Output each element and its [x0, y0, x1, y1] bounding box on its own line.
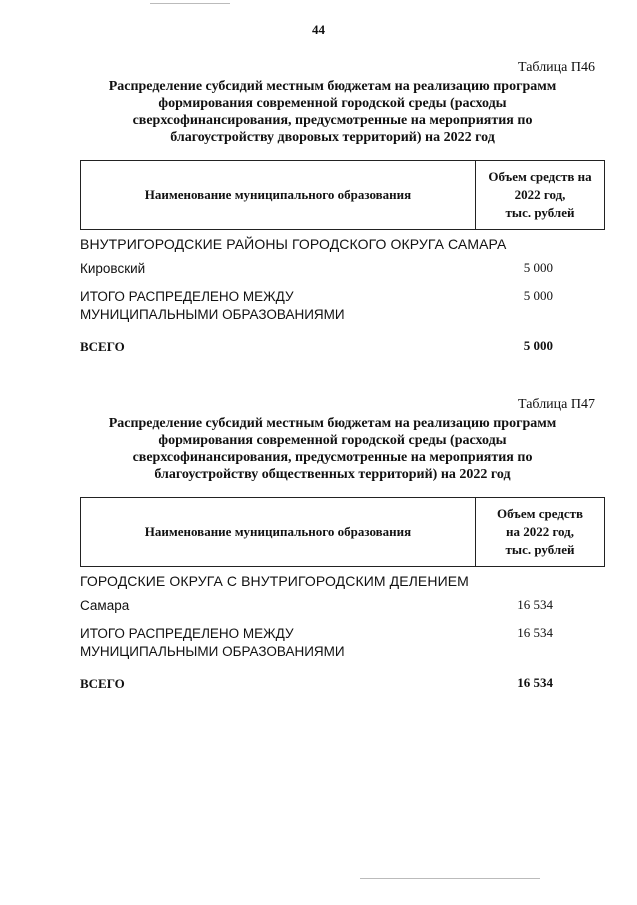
- header-volume-line: тыс. рублей: [505, 542, 575, 557]
- header-name: Наименование муниципального образования: [81, 498, 476, 566]
- caption-line: формирования современной городской среды (расходы: [158, 96, 507, 111]
- row-name: Кировский: [80, 261, 146, 276]
- table-number: Таблица П47: [518, 397, 595, 412]
- group-title: ВНУТРИГОРОДСКИЕ РАЙОНЫ ГОРОДСКОГО ОКРУГА САМАРА: [80, 236, 507, 252]
- row-name-line: МУНИЦИПАЛЬНЫМИ ОБРАЗОВАНИЯМИ: [80, 644, 345, 659]
- caption-line: сверхсофинансирования, предусмотренные на мероприятия по: [132, 113, 533, 128]
- table-number: Таблица П46: [518, 60, 595, 75]
- caption-line: благоустройству общественных территорий) на 2022 год: [154, 467, 511, 482]
- caption-line: формирования современной городской среды (расходы: [158, 433, 507, 448]
- group-title: ГОРОДСКИЕ ОКРУГА С ВНУТРИГОРОДСКИМ ДЕЛЕНИЕМ: [80, 573, 469, 589]
- table-header: [80, 160, 605, 230]
- total-row: [80, 675, 605, 693]
- table-row: [80, 288, 605, 324]
- total-row: [80, 338, 605, 356]
- table-row: [80, 625, 605, 661]
- table-header: [80, 497, 605, 567]
- header-name: Наименование муниципального образования: [81, 161, 476, 229]
- header-volume-line: тыс. рублей: [505, 205, 575, 220]
- page-number: 44: [312, 22, 325, 37]
- total-value: 16 534: [517, 675, 553, 690]
- row-value: 5 000: [523, 260, 553, 275]
- row-value: 16 534: [517, 625, 553, 640]
- table-p46: [80, 60, 605, 366]
- table-row: [80, 260, 605, 278]
- caption-line: сверхсофинансирования, предусмотренные на мероприятия по: [132, 450, 533, 465]
- total-value: 5 000: [523, 338, 553, 353]
- total-label: ВСЕГО: [80, 676, 125, 691]
- row-name-line: МУНИЦИПАЛЬНЫМИ ОБРАЗОВАНИЯМИ: [80, 307, 345, 322]
- total-label: ВСЕГО: [80, 339, 125, 354]
- header-volume: [476, 498, 604, 566]
- table-caption: [80, 415, 605, 483]
- header-volume-line: Объем средств на: [488, 169, 592, 184]
- caption-line: благоустройству дворовых территорий) на 2022 год: [170, 130, 495, 145]
- header-volume-line: на 2022 год,: [505, 524, 575, 539]
- row-name: Самара: [80, 598, 130, 613]
- scan-artifact: [150, 3, 230, 4]
- row-value: 16 534: [517, 597, 553, 612]
- row-name-line: ИТОГО РАСПРЕДЕЛЕНО МЕЖДУ: [80, 626, 294, 641]
- row-value: 5 000: [523, 288, 553, 303]
- header-volume-line: Объем средств: [496, 506, 584, 521]
- caption-line: Распределение субсидий местным бюджетам на реализацию программ: [108, 79, 557, 94]
- row-name: [80, 288, 420, 324]
- header-volume: [476, 161, 604, 229]
- caption-line: Распределение субсидий местным бюджетам на реализацию программ: [108, 416, 557, 431]
- table-row: [80, 597, 605, 615]
- row-name: [80, 625, 420, 661]
- table-caption: [80, 78, 605, 146]
- table-p47: [80, 397, 605, 703]
- row-name-line: ИТОГО РАСПРЕДЕЛЕНО МЕЖДУ: [80, 289, 294, 304]
- scan-artifact: [360, 878, 540, 879]
- header-volume-line: 2022 год,: [514, 187, 566, 202]
